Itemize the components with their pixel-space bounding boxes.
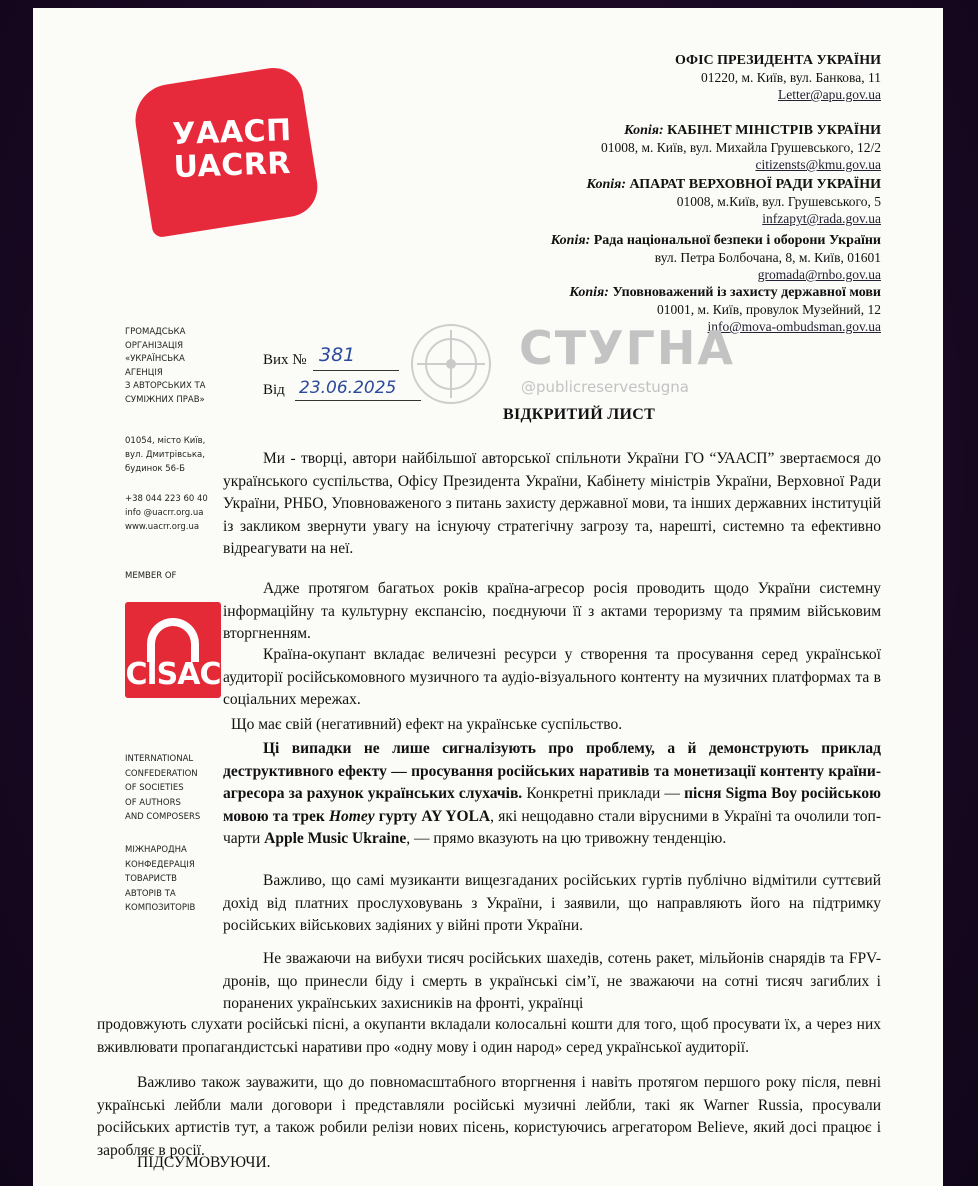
watermark-title: СТУГНА: [519, 321, 736, 375]
chart-name: Apple Music Ukraine: [264, 830, 407, 847]
number-value: 381: [319, 344, 356, 366]
recipient-address: 01008, м. Київ, вул. Михайла Грушевського, 12/2: [600, 140, 881, 155]
paragraph-7-part-1: Не зважаючи на вибухи тисяч російських шахедів, сотень ракет, мільйонів снарядів та FPV-дронів, що принесли біду і смерть в українські сім’ї, не зважаючи на сотні тисяч загиблих і поранених українських захисників на фронті, українці: [223, 950, 881, 1012]
cisac-logo: [125, 602, 221, 698]
uaasp-logo-text: УААСП UACRR: [171, 112, 293, 186]
recipient-rada-apparatus: [586, 176, 881, 227]
copy-label: Копія:: [624, 123, 664, 138]
date-underline: [295, 400, 421, 401]
number-underline: [313, 370, 399, 371]
org-phone: +38 044 223 60 40: [125, 493, 208, 504]
copy-label: Копія:: [569, 285, 609, 300]
org-email: info @uacrr.org.ua: [125, 507, 204, 518]
paragraph-4: Що має свій (негативний) ефект на українське суспільство.: [231, 716, 623, 733]
copy-label: Копія:: [550, 233, 591, 248]
watermark-seal-icon: [411, 324, 491, 404]
recipient-president-office: [675, 52, 881, 103]
key-statement: Ці випадки не лише сигналізують про проблему, а й демонструють приклад деструктивного ефекту — просування російських наративів та монетизації контенту країни-агресора за рахунок українських слухачів.: [223, 740, 881, 802]
recipient-rnbo: [551, 232, 881, 283]
recipient-address: 01220, м. Київ, вул. Банкова, 11: [701, 70, 881, 85]
recipient-email[interactable]: citizensts@kmu.gov.ua: [755, 157, 881, 172]
org-website: www.uacrr.org.ua: [125, 521, 200, 532]
cisac-name-en: INTERNATIONAL CONFEDERATION OF SOCIETIES OF AUTHORS AND COMPOSERS: [125, 754, 201, 823]
paragraph-7-part-2: продовжують слухати російські пісні, а окупанти вкладали колосальні кошти для того, щоб просувати їх, а через них вживлювати пропагандистські наративи про «одну мову і один народ» серед української аудиторії.: [97, 1016, 881, 1056]
copy-label: Копія:: [586, 177, 626, 192]
track-name: Homey: [328, 807, 375, 825]
recipient-address: 01001, м. Київ, провулок Музейний, 12: [656, 302, 881, 317]
cisac-arc-icon: [147, 618, 199, 662]
recipient-address: 01008, м.Київ, вул. Грушевського, 5: [676, 194, 881, 209]
recipient-email[interactable]: infzapyt@rada.gov.ua: [762, 211, 881, 226]
letter-page: [33, 8, 943, 1186]
member-of-label: MEMBER OF: [125, 570, 177, 581]
paragraph-1: Ми - творці, автори найбільшої авторської спільноти України ГО “УААСП” звертаємося до українського суспільства, Офісу Президента України, Кабінету міністрів України, Верховної Ради України, РНБО, Уповноваженого з питань захисту державної мови, та інших державних інституцій із закликом звернути увагу на існуючу стратегічну загрозу та, нарешті, системно та ефективно відреагувати на неї.: [223, 450, 881, 557]
paragraph-5: Ці випадки не лише сигналізують про проблему, а й демонструють приклад деструктивного ефекту — просування російських наративів та монетизації контенту країни-агресора за рахунок українських слухачів. Конкретні приклади — пісня Sigma Boy російською мовою та трек Homey гурту AY YOLA, які нещодавно стали вірусними в Україні та очолили топ-чарти Apple Music Ukraine, — прямо вказують на цю тривожну тенденцію.: [223, 740, 881, 847]
org-name: ГРОМАДСЬКА ОРГАНІЗАЦІЯ «УКРАЇНСЬКА АГЕНЦІЯ З АВТОРСЬКИХ ТА СУМІЖНИХ ПРАВ»: [125, 327, 206, 405]
recipient-name: Рада національної безпеки і оборони України: [593, 233, 881, 248]
letter-heading: ВІДКРИТИЙ ЛИСТ: [503, 406, 656, 423]
cisac-name-ua: МІЖНАРОДНА КОНФЕДЕРАЦІЯ ТОВАРИСТВ АВТОРІВ ТА КОМПОЗИТОРІВ: [125, 844, 196, 914]
recipient-email[interactable]: gromada@rnbo.gov.ua: [757, 267, 881, 282]
cisac-logo-text: CISAC: [125, 657, 221, 692]
outgoing-date: [263, 378, 397, 399]
org-address: 01054, місто Київ, вул. Дмитрівська, будинок 56-Б: [125, 435, 206, 474]
date-label: Від: [263, 382, 285, 398]
recipient-name: ОФІС ПРЕЗИДЕНТА УКРАЇНИ: [674, 53, 881, 68]
paragraph-8: Важливо також зауважити, що до повномасштабного вторгнення і навіть протягом першого року після, певні українські лейбли мали договори і представляли російські музичні лейбли, такі як Warner Russia, просували російських артистів тут, а також робили релізи нових пісень, користуючись агрегатором Believe, який досі працює і заробляє в росії.: [97, 1074, 881, 1159]
date-value: 23.06.2025: [299, 378, 397, 398]
paragraph-6: Важливо, що самі музиканти вищезгаданих російських гуртів публічно відмітили суттєвий дохід від платних прослуховувань з України, і заявили, що направляють його на підтримку російських військових задіяних у війні проти України.: [223, 872, 881, 934]
watermark-handle: @publicreservestugna: [521, 378, 689, 396]
recipient-name: Уповноважений із захисту державної мови: [612, 285, 881, 300]
recipient-email[interactable]: Letter@apu.gov.ua: [777, 87, 881, 102]
recipient-name: АПАРАТ ВЕРХОВНОЇ РАДИ УКРАЇНИ: [629, 177, 881, 192]
recipient-name: КАБІНЕТ МІНІСТРІВ УКРАЇНИ: [667, 123, 881, 138]
recipient-email[interactable]: info@mova-ombudsman.gov.ua: [707, 319, 881, 334]
outgoing-number: [263, 344, 356, 369]
number-label: Вих №: [263, 352, 307, 368]
summary-label: ПІДСУМОВУЮЧИ.: [137, 1154, 271, 1171]
recipient-address: вул. Петра Болбочана, 8, м. Київ, 01601: [654, 250, 881, 265]
paragraph-3: Країна-окупант вкладає величезні ресурси у створення та просування серед української аудиторії російськомовного музичного та аудіо-візуального контенту на музичних платформах та в соціальних мережах.: [223, 646, 881, 708]
recipient-cabinet: [601, 122, 881, 173]
paragraph-2: Адже протягом багатьох років країна-агресор росія проводить щодо України системну інформаційну та культурну експансію, поєднуючи її з актами тероризму та прямим військовим вторгненням.: [223, 580, 881, 642]
